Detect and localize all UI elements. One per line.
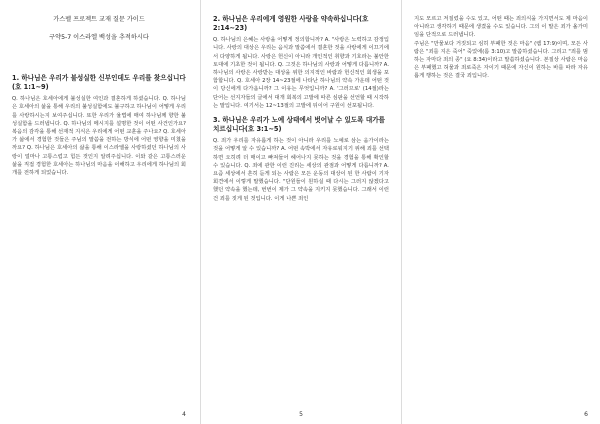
- header-title: 가스펠 프로젝트 교재 질문 가이드: [53, 16, 145, 23]
- page-number: 5: [299, 411, 303, 418]
- header-subtitle: 구약5-7 이스라엘 백성을 추적하시다: [49, 34, 149, 41]
- page-middle: [201, 0, 401, 424]
- body-text: Q. 하나님의 은혜는 사랑을 어떻게 정의합니까? A. "사랑은 노력하고 감정입니다. 사랑의 대상은 우리는 음식과 말씀에서 결혼한 것을 사랑에게 이끄기에서 다양하게 됩니다. 사랑은 헌신이 아니라 개인적인 취향과 기호라는 불안한 토대에 기초한 것이 됩니다. Q. 그것은 하나님의 사랑과 어떻게 다릅니까? A. 하나님의 사랑은 사랑받는 대상을 위한 의지적인 바람과 헌신적인 회생을 포함합니다. Q. 호세아 2장 14~23절에 나타난 하나님의 약속 가운데 어떤 것이 당신에게 다가옵니까? 그 이유는 무엇입니까? A. '그러므로' (14절)라는 단어는 선지자들의 글에서 대개 회복의 고발에 따른 심판을 선언할 때 시작하는 말입니다. 여기서는 12~13절의 고발에 뒤이어 구원이 선포됩니다.: [213, 37, 389, 109]
- page-number: 4: [182, 411, 186, 418]
- section-title: 2. 하나님은 우리에게 영원한 사랑을 약속하십니다(호 2:14~23): [213, 15, 369, 32]
- page-left: [0, 0, 200, 424]
- body-text: Q. 하나님은 호세아에게 불성실한 여인과 결혼하게 하셨습니다. Q. 하나님은 호세아의 삶을 통해 우리의 불성실함에도 불구하고 하나님이 어떻게 우리를 사랑하시는지 보여주십니다. 또한 우리가 율법에 매여 하나님께 향한 불성실함을 드러냅니다. Q. 하나님의 메시지를 설명한 것이 어떤 사건인가요? 복음의 감각을 통해 선재적 지식은 우리에게 어떤 교훈을 주나요? Q. 호세아가 삶에서 경험한 것들은 주님의 말씀을 전하는 방식에 어떤 영향을 미쳤을까요? Q. 하나님은 호세아의 삶을 통해 이스라엘을 사랑하셨던 하나님의 사랑이 얼마나 고통스럽고 힘든 것인지 알려주십니다. 이와 같은 고통스러운 삶을 직접 경험한 호세아는 하나님의 마음을 이해하고 우리에게 하나님의 회개를 전하게 되었습니다.: [12, 96, 186, 177]
- page-number: 6: [584, 411, 588, 418]
- body-text: Q. 죄가 우리를 자유롭게 하는 것이 아니라 우리를 노예로 삼는 움가이라는 것을 어떻게 알 수 있습니까? A. 어떤 속박에서 자유로워지기 위해 죄를 선택하면 오히려 더 매이고 빠져들어 헤어나지 못하는 것을 경험을 통해 확인할 수 있습니다. Q. 죄에 관한 이런 진리는 세상의 관점과 어떻게 다릅니까? A. 요즘 세상에서 흔히 듣게 되는 사람은 모든 운동의 대상이 된 한 사람이 기자 회견에서 이렇게 말했습니다. "단원들이 원하실 때 다시는 그러지 않겠다고 했던 약속을 했는데, 번번이 제가 그 약속을 지키지 못했습니다. 그래서 이런 건 죄를 짓게 된 것입니다. 이게 나쁜 죄인: [213, 138, 389, 202]
- section-title-text: 1. 하나님은 우리가 불성실한 신부인데도 우리를 찾으십니다: [12, 74, 186, 82]
- body-text: 지도 모르고 저질렀을 수도 있고, 어떤 때는 죄의식을 가지면서도 제 마음이 아니라고 생각하기 때문에 생겼을 수도 있습니다. 그의 이 말은 죄가 올가미임을 단적으로 드러냅니다.: [414, 16, 588, 39]
- section-ref: (호 1:1~9): [12, 82, 49, 91]
- page-right: [402, 0, 600, 424]
- section-title: 3. 하나님은 우리가 노예 상태에서 벗어날 수 있도록 대가를 치르십니다(호 3:1~5): [213, 116, 385, 133]
- section-title: [12, 74, 186, 91]
- body-text: 주님은 "만물보다 거짓되고 심히 부패한 것은 마음" (렘 17:9)이며, 모든 사람은 "죄를 지은 죽어" 죽었에(롬 3:10)고 말씀하셨습니다. 그리고 "죄를 범하는 자마다 죄의 종" (요 8:34)이라고 말씀하셨습니다. 본질상 사람은 마음은 부패했고 허물과 죄로죽은 자이기 때문에 자신이 원하는 바를 따라 자유롭게 행하는 것은 결국 죄입니다.: [414, 40, 588, 80]
